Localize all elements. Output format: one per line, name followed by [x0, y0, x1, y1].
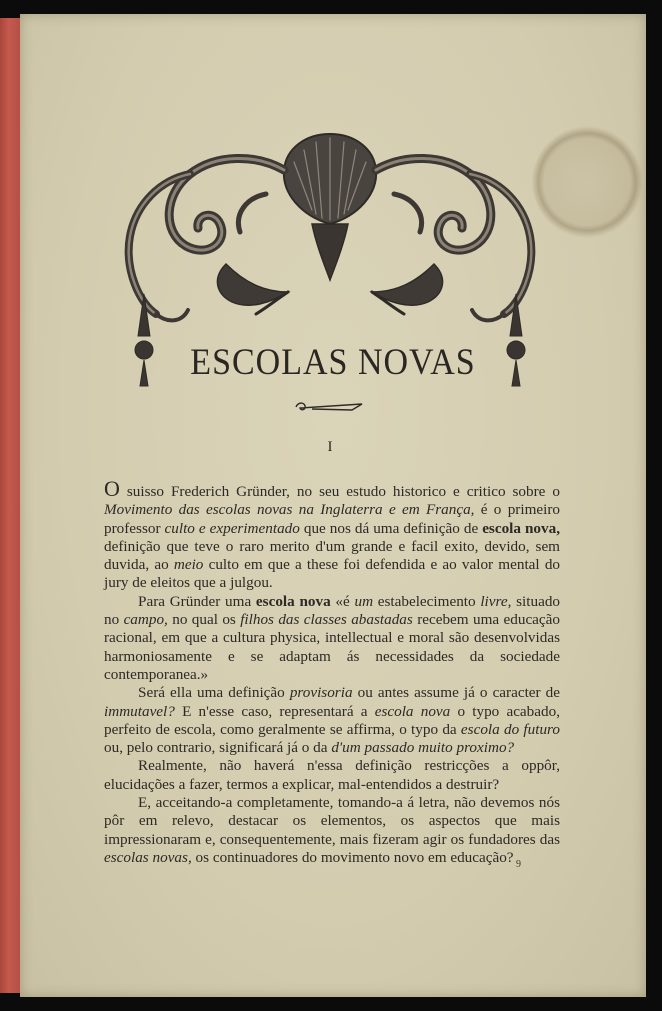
page-number: 9: [516, 859, 521, 870]
book-page: [20, 14, 646, 997]
article-body: [104, 476, 561, 867]
title-flourish: [292, 398, 368, 414]
paragraph-1: O suisso Frederich Gründer, no seu estudo historico e critico sobre o Movimento das escolas novas na Inglaterra e em França, é o primeiro professor culto e experimentado que nos dá uma definição de escola nova, definição que teve o raro merito d'um grande e facil exito, devido, sem duvida, ao meio culto em que a these foi defendida e ao valor mental do jury de eleitos que a julgou.: [104, 476, 561, 592]
stamp-stain: [532, 126, 642, 238]
drop-cap: O: [104, 476, 120, 501]
page-title: ESCOLAS NOVAS: [190, 342, 476, 383]
paragraph-3: Será ella uma definição provisoria ou antes assume já o caracter de immutavel? E n'esse caso, representará a escola nova o typo acabado, perfeito de escola, como geralmente se affirma, o typo da escola do futuro ou, pelo contrario, significará já o da d'um passado muito proximo?: [104, 684, 561, 757]
paragraph-2: Para Gründer uma escola nova «é um estabelecimento livre, situado no campo, no qual os filhos das classes abastadas recebem uma educação racional, em que a cultura physica, intellectual e moral são desenvolvidas harmoniosamente e se adaptam ás necessidades da sociedade contemporanea.»: [104, 592, 561, 683]
book-spine-edge: [0, 18, 22, 993]
paragraph-5: E, acceitando-a completamente, tomando-a á letra, não devemos nós pôr em relevo, destacar os elementos, os aspectos que mais impressionaram e, consequentemente, mais fizeram agir os fundadores das escolas novas, os continuadores do movimento novo em educação?: [104, 794, 560, 866]
paragraph-4: Realmente, não haverá n'essa definição restricções a oppôr, elucidações a fazer, termos a explicar, mal-entendidos a destruir?: [104, 757, 560, 793]
section-numeral: I: [327, 439, 333, 455]
